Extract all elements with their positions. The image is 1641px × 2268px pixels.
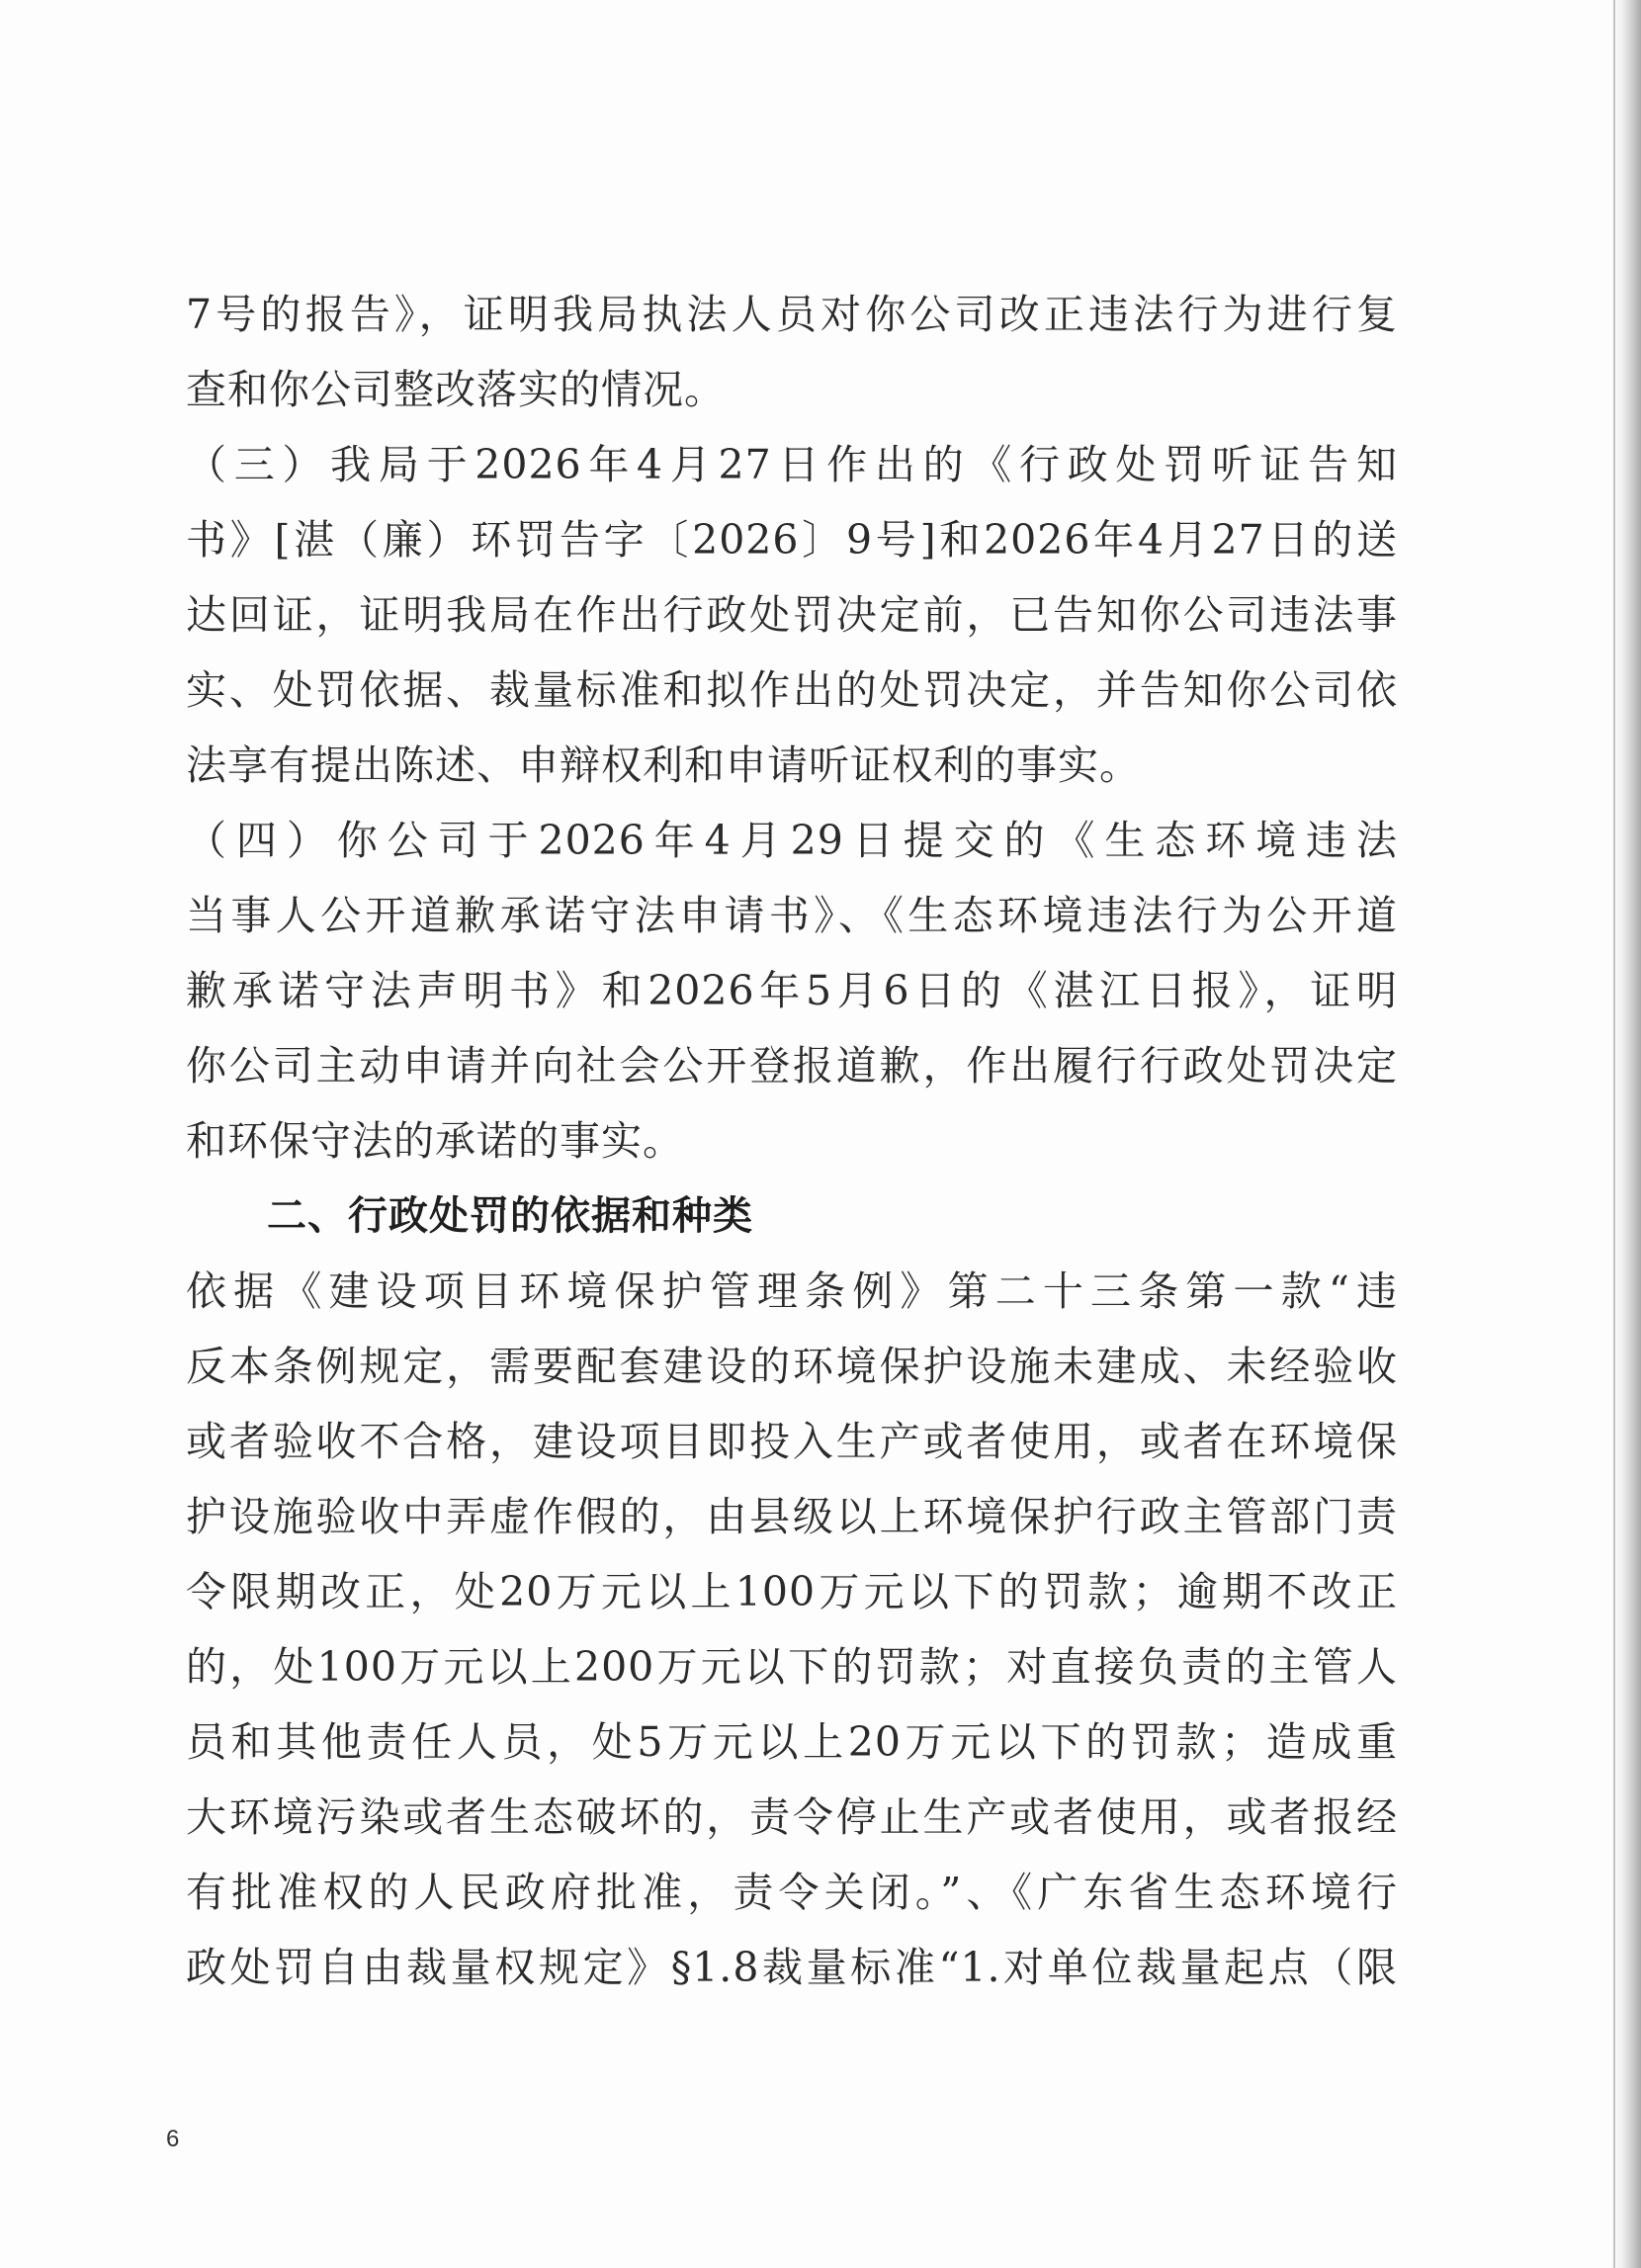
body-line: 政处罚自由裁量权规定》§1.8裁量标准“1.对单位裁量起点（限 (186, 1944, 1398, 1991)
body-line: 实、处罚依据、裁量标准和拟作出的处罚决定，并告知你公司依 (186, 666, 1398, 714)
body-line: 反本条例规定，需要配套建设的环境保护设施未建成、未经验收 (186, 1343, 1398, 1390)
body-line: 有批准权的人民政府批准，责令关闭。”、《广东省生态环境行 (186, 1869, 1398, 1916)
document-body (186, 277, 1398, 2005)
body-line: （四）你公司于2026年4月29日提交的《生态环境违法 (186, 817, 1398, 864)
body-line: 7号的报告》，证明我局执法人员对你公司改正违法行为进行复 (186, 291, 1398, 338)
body-line: 或者验收不合格，建设项目即投入生产或者使用，或者在环境保 (186, 1418, 1398, 1465)
page-number: 6 (166, 2126, 180, 2152)
body-line: 依据《建设项目环境保护管理条例》第二十三条第一款“违 (186, 1267, 1398, 1315)
body-line: 令限期改正，处20万元以上100万元以下的罚款；逾期不改正 (186, 1568, 1398, 1615)
body-line: 歉承诺守法声明书》和2026年5月6日的《湛江日报》，证明 (186, 967, 1398, 1014)
body-line: 法享有提出陈述、申辩权利和申请听证权利的事实。 (186, 741, 1141, 789)
body-line: 的，处100万元以上200万元以下的罚款；对直接负责的主管人 (186, 1643, 1398, 1691)
body-line: 当事人公开道歉承诺守法申请书》、《生态环境违法行为公开道 (186, 892, 1398, 939)
body-line: 大环境污染或者生态破坏的，责令停止生产或者使用，或者报经 (186, 1793, 1398, 1841)
page-edge-line (1613, 0, 1615, 2268)
body-line: 书》[湛（廉）环罚告字〔2026〕9号]和2026年4月27日的送 (186, 516, 1398, 564)
body-line: 查和你公司整改落实的情况。 (186, 366, 726, 413)
body-line: 达回证，证明我局在作出行政处罚决定前，已告知你公司违法事 (186, 591, 1398, 639)
body-line: 你公司主动申请并向社会公开登报道歉，作出履行行政处罚决定 (186, 1042, 1398, 1090)
section-heading: 二、行政处罚的依据和种类 (267, 1193, 753, 1239)
body-line: 员和其他责任人员，处5万元以上20万元以下的罚款；造成重 (186, 1718, 1398, 1766)
page-edge-shadow (1611, 0, 1641, 2268)
body-line: 护设施验收中弄虚作假的，由县级以上环境保护行政主管部门责 (186, 1493, 1398, 1540)
body-line: 和环保守法的承诺的事实。 (186, 1117, 684, 1165)
body-line: （三）我局于2026年4月27日作出的《行政处罚听证告知 (186, 441, 1398, 488)
